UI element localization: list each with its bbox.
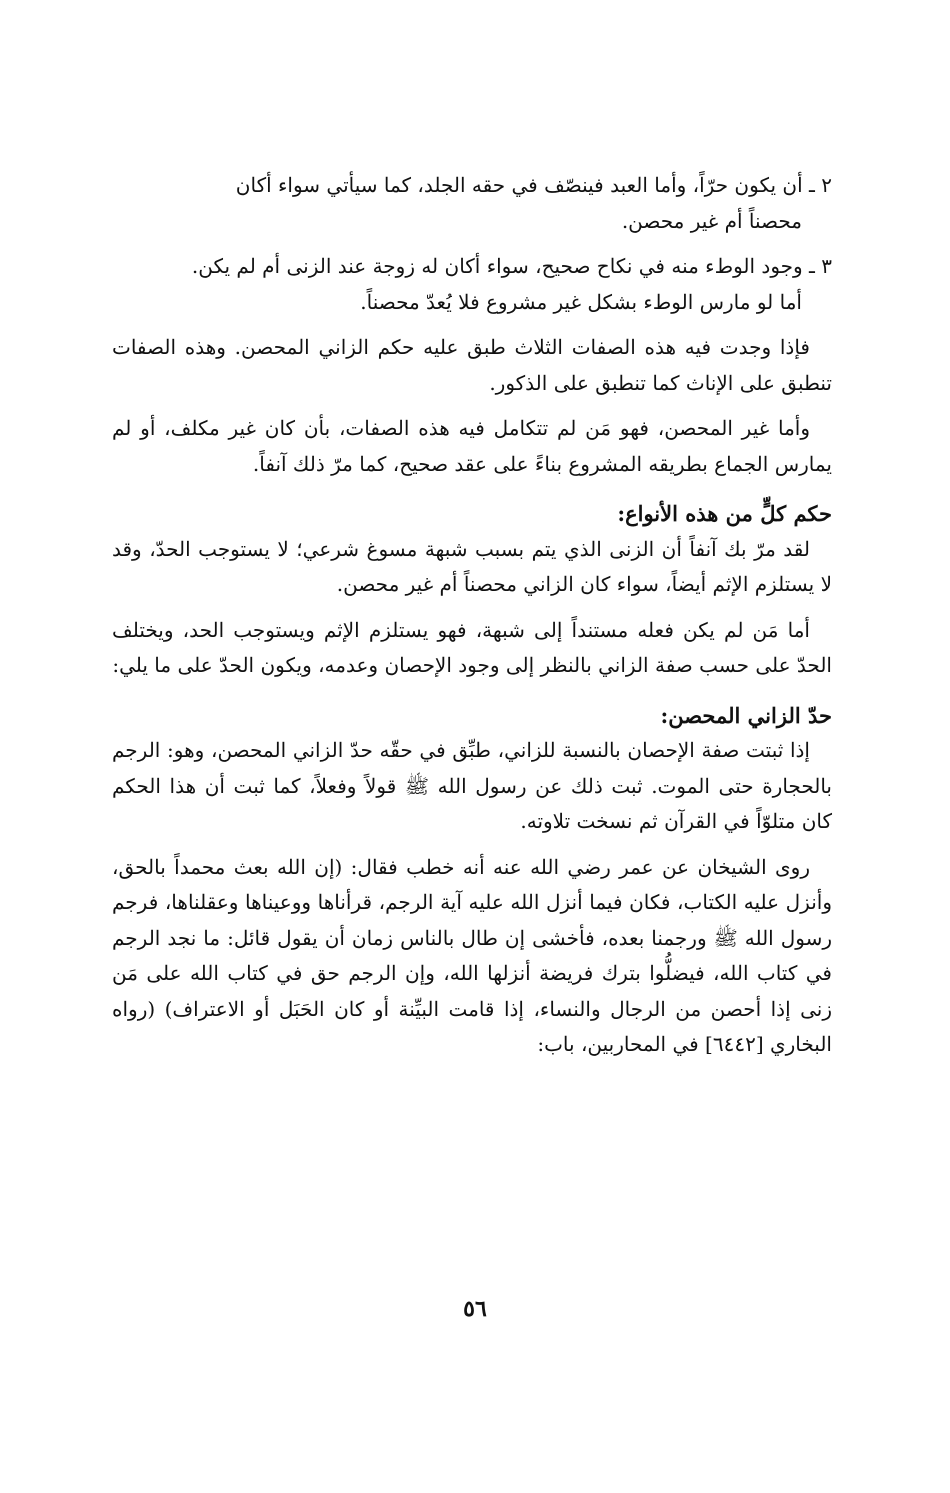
paragraph-hadith: روى الشيخان عن عمر رضي الله عنه أنه خطب فقال: (إن الله بعث محمداً بالحق، وأنزل عليه الكتاب، فكان فيما أنزل الله عليه آية الرجم، قرأناها ووعيناها وعقلناها، فرجم رسول الله ﷺ ورجمنا بعده، فأخشى إن طال بالناس زمان أن يقول قائل: ما نجد الرجم في كتاب الله، فيضلُّوا بترك فريضة أنزلها الله، وإن الرجم حق في كتاب الله على مَن زنى إذا أحصن من الرجال والنساء، إذا قامت البيِّنة أو كان الحَبَل أو الاعتراف) (رواه البخاري [٦٤٤٢] في المحاربين، باب:	[112, 854, 832, 1056]
page-number: ٥٦	[463, 1296, 487, 1322]
paragraph-conditions: فإذا وجدت فيه هذه الصفات الثلاث طبق عليه حكم الزاني المحصن. وهذه الصفات تنطبق على الإناث كما تنطبق على الذكور.	[112, 335, 832, 395]
paragraph-non-muhsan: وأما غير المحصن، فهو مَن لم تتكامل فيه هذه الصفات، بأن كان غير مكلف، أو لم يمارس الجماع بطريقه المشروع بناءً على عقد صحيح، كما مرّ ذلك آنفاً.	[112, 416, 832, 476]
paragraph-ruling-1: لقد مرّ بك آنفاً أن الزنى الذي يتم بسبب شبهة مسوغ شرعي؛ لا يستوجب الحدّ، وقد لا يستلزم الإثم أيضاً، سواء كان الزاني محصناً أم غير محصن.	[112, 536, 832, 596]
item-line: ٢ ـ أن يكون حرّاً، وأما العبد فينصّف في حقه الجلد، كما سيأتي سواء أكان	[235, 173, 832, 197]
section-heading: حدّ الزاني المحصن:	[660, 702, 832, 728]
page-body	[112, 168, 832, 1063]
item-continuation: محصناً أم غير محصن.	[621, 208, 802, 233]
list-item	[112, 249, 832, 320]
paragraph-hadd: إذا ثبتت صفة الإحصان بالنسبة للزاني، طبِّق في حقّه حدّ الزاني المحصن، وهو: الرجم بالحجارة حتى الموت. ثبت ذلك عن رسول الله ﷺ قولاً وفعلاً، كما ثبت أن هذا الحكم كان متلوّاً في القرآن ثم نسخت تلاوته.	[112, 738, 832, 833]
list-item	[112, 168, 832, 239]
section-heading: حكم كلٍّ من هذه الأنواع:	[617, 501, 832, 526]
paragraph-ruling-2: أما مَن لم يكن فعله مستنداً إلى شبهة، فهو يستلزم الإثم ويستوجب الحد، ويختلف الحدّ على حسب صفة الزاني بالنظر إلى وجود الإحصان وعدمه، ويكون الحدّ على ما يلي:	[112, 617, 832, 677]
item-continuation: أما لو مارس الوطء بشكل غير مشروع فلا يُعدّ محصناً.	[360, 289, 802, 314]
item-line: ٣ ـ وجود الوطء منه في نكاح صحيح، سواء أكان له زوجة عند الزنى أم لم يكن.	[191, 254, 832, 278]
